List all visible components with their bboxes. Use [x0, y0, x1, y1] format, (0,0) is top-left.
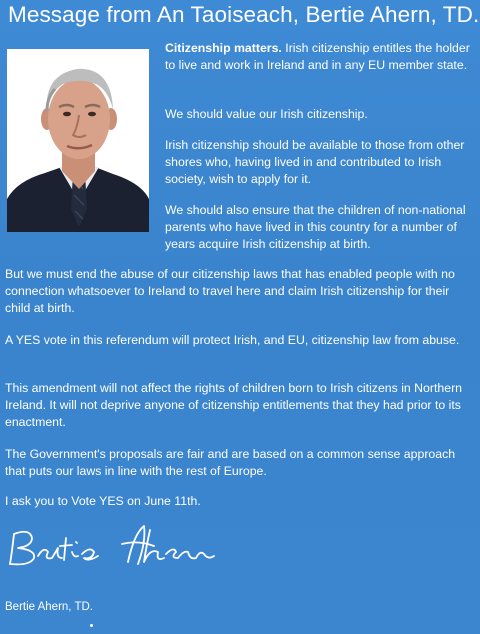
portrait-photo	[7, 49, 149, 232]
signatory-name: Bertie Ahern, TD.	[5, 601, 93, 613]
signature	[4, 518, 224, 583]
value-paragraph: We should value our Irish citizenship.	[165, 107, 368, 121]
proposals-paragraph: The Government's proposals are fair and are based on a common sense approach that puts our laws in line with the rest of Europe.	[5, 447, 456, 478]
vote-call-paragraph: I ask you to Vote YES on June 11th.	[5, 494, 201, 508]
intro-paragraph: Citizenship matters. Irish citizenship entitles the holder to live and work in Ireland and in any EU member state.	[165, 41, 470, 72]
scan-speck	[90, 624, 93, 627]
yes-vote-paragraph: A YES vote in this referendum will protect Irish, and EU, citizenship law from abuse.	[5, 333, 460, 347]
abuse-paragraph: But we must end the abuse of our citizenship laws that has enabled people with no connection whatsoever to Ireland to travel here and claim Irish citizenship for their child at birth.	[5, 267, 455, 315]
page-title: Message from An Taoiseach, Bertie Ahern, TD.	[8, 2, 480, 27]
amendment-paragraph: This amendment will not affect the rights of children born to Irish citizens in Northern Ireland. It will not deprive anyone of citizenship entitlements that they had prior to its enactment.	[5, 381, 463, 429]
person-portrait-icon	[7, 49, 149, 232]
available-paragraph: Irish citizenship should be available to those from other shores who, having lived in and contributed to Irish society, wish to apply for it.	[165, 138, 465, 186]
children-paragraph: We should also ensure that the children of non-national parents who have lived in this country for a number of years acquire Irish citizenship at birth.	[165, 203, 466, 251]
